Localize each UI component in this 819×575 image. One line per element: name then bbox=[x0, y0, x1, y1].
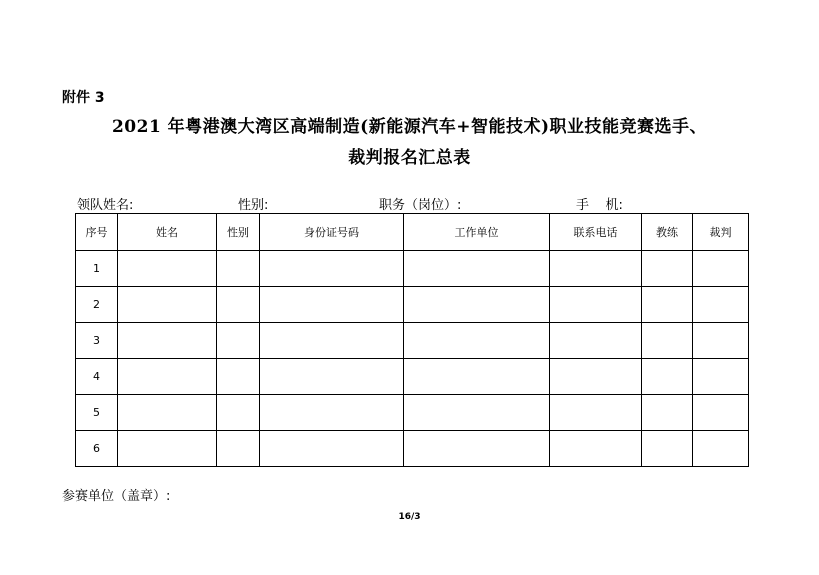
referee-cell[interactable] bbox=[693, 287, 749, 323]
phone-cell[interactable] bbox=[550, 431, 642, 467]
table-header-row bbox=[76, 214, 749, 251]
id-number-cell[interactable] bbox=[260, 395, 404, 431]
row-index-cell: 1 bbox=[76, 251, 118, 287]
name-cell[interactable] bbox=[118, 323, 217, 359]
leader-gender-label: 性别: bbox=[238, 198, 269, 213]
row-index-cell: 5 bbox=[76, 395, 118, 431]
name-cell[interactable] bbox=[118, 431, 217, 467]
page-number: 16/3 bbox=[398, 512, 421, 522]
gender-cell[interactable] bbox=[217, 287, 260, 323]
participating-unit-label: 参赛单位（盖章）: bbox=[62, 489, 171, 504]
referee-cell[interactable] bbox=[693, 323, 749, 359]
id-number-cell[interactable] bbox=[260, 287, 404, 323]
name-cell[interactable] bbox=[118, 395, 217, 431]
id-number-cell[interactable] bbox=[260, 359, 404, 395]
header-cell-name: 姓名 bbox=[118, 214, 217, 251]
employer-cell[interactable] bbox=[404, 431, 550, 467]
header-cell-gender: 性别 bbox=[217, 214, 260, 251]
gender-cell[interactable] bbox=[217, 251, 260, 287]
phone-cell[interactable] bbox=[550, 359, 642, 395]
id-number-cell[interactable] bbox=[260, 323, 404, 359]
page-title-line-2: 裁判报名汇总表 bbox=[348, 148, 471, 168]
name-cell[interactable] bbox=[118, 251, 217, 287]
leader-name-label: 领队姓名: bbox=[77, 198, 134, 213]
coach-cell[interactable] bbox=[642, 395, 693, 431]
phone-cell[interactable] bbox=[550, 395, 642, 431]
name-cell[interactable] bbox=[118, 287, 217, 323]
referee-cell[interactable] bbox=[693, 395, 749, 431]
employer-cell[interactable] bbox=[404, 359, 550, 395]
gender-cell[interactable] bbox=[217, 359, 260, 395]
row-index-cell: 4 bbox=[76, 359, 118, 395]
header-cell-id-number: 身份证号码 bbox=[260, 214, 404, 251]
employer-cell[interactable] bbox=[404, 323, 550, 359]
coach-cell[interactable] bbox=[642, 323, 693, 359]
table-row bbox=[76, 395, 749, 431]
leader-position-label: 职务（岗位）: bbox=[379, 198, 462, 213]
row-index-cell: 6 bbox=[76, 431, 118, 467]
table-row bbox=[76, 431, 749, 467]
gender-cell[interactable] bbox=[217, 431, 260, 467]
attachment-label: 附件 3 bbox=[62, 90, 105, 106]
table-row bbox=[76, 251, 749, 287]
table-row bbox=[76, 323, 749, 359]
id-number-cell[interactable] bbox=[260, 251, 404, 287]
page-title-line-1: 2021 年粤港澳大湾区高端制造(新能源汽车+智能技术)职业技能竞赛选手、 bbox=[111, 117, 708, 137]
coach-cell[interactable] bbox=[642, 359, 693, 395]
header-cell-coach: 教练 bbox=[642, 214, 693, 251]
id-number-cell[interactable] bbox=[260, 431, 404, 467]
phone-cell[interactable] bbox=[550, 323, 642, 359]
employer-cell[interactable] bbox=[404, 287, 550, 323]
phone-cell[interactable] bbox=[550, 251, 642, 287]
employer-cell[interactable] bbox=[404, 251, 550, 287]
table-row bbox=[76, 359, 749, 395]
coach-cell[interactable] bbox=[642, 431, 693, 467]
coach-cell[interactable] bbox=[642, 251, 693, 287]
phone-cell[interactable] bbox=[550, 287, 642, 323]
referee-cell[interactable] bbox=[693, 251, 749, 287]
referee-cell[interactable] bbox=[693, 359, 749, 395]
referee-cell[interactable] bbox=[693, 431, 749, 467]
row-index-cell: 3 bbox=[76, 323, 118, 359]
header-cell-employer: 工作单位 bbox=[404, 214, 550, 251]
header-cell-index: 序号 bbox=[76, 214, 118, 251]
table-row bbox=[76, 287, 749, 323]
gender-cell[interactable] bbox=[217, 323, 260, 359]
coach-cell[interactable] bbox=[642, 287, 693, 323]
header-cell-phone: 联系电话 bbox=[550, 214, 642, 251]
leader-phone-label: 手 机: bbox=[576, 198, 623, 213]
employer-cell[interactable] bbox=[404, 395, 550, 431]
row-index-cell: 2 bbox=[76, 287, 118, 323]
registration-table bbox=[75, 213, 749, 467]
header-cell-referee: 裁判 bbox=[693, 214, 749, 251]
name-cell[interactable] bbox=[118, 359, 217, 395]
gender-cell[interactable] bbox=[217, 395, 260, 431]
